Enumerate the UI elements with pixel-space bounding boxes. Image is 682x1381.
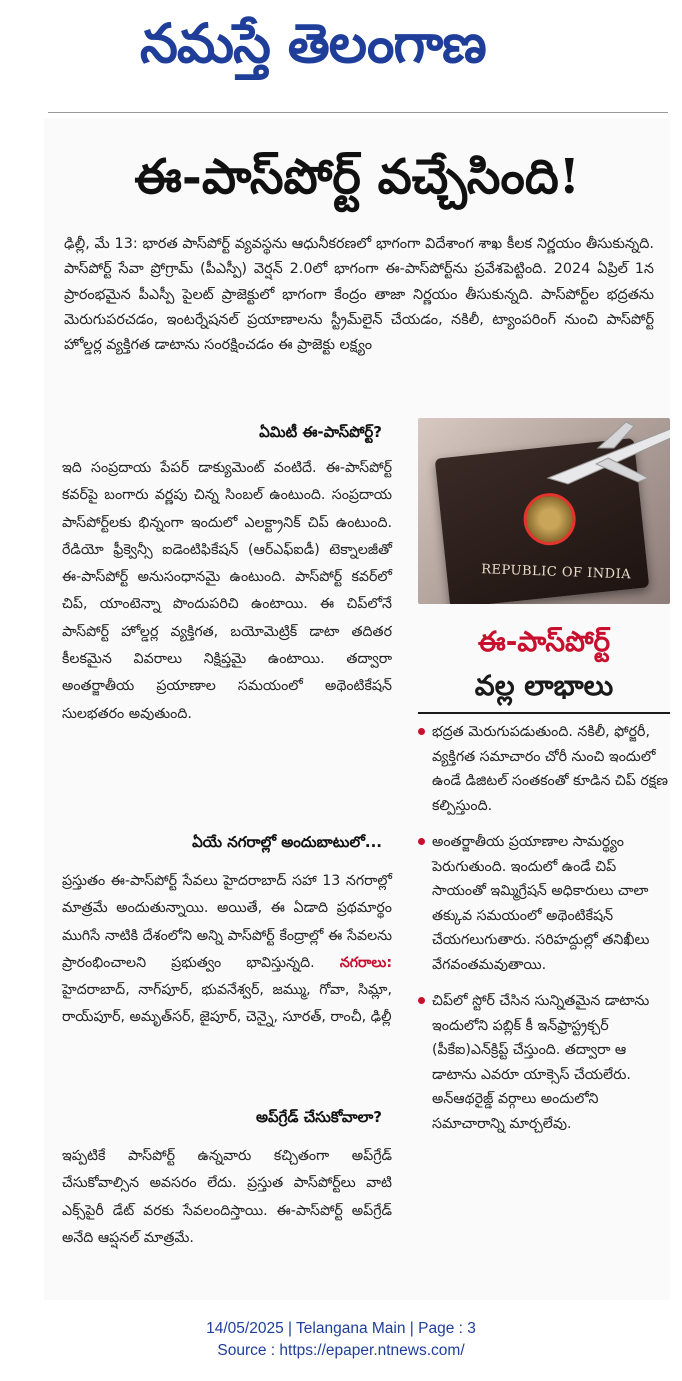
masthead (0, 0, 682, 112)
chip-icon (521, 491, 578, 548)
benefits-title (418, 620, 670, 708)
section-heading-what-is: ఏమిటీ ఈ-పాస్‌పోర్ట్? (259, 423, 382, 441)
benefits-title-line2: వల్ల లాభాలు (474, 669, 614, 702)
airplane-icon (538, 418, 670, 488)
passport-cover-text: REPUBLIC OF INDIA (481, 562, 632, 583)
section-heading-upgrade: అప్‌గ్రేడ్ చేసుకోవాలా? (256, 1108, 382, 1126)
passport-photo (418, 418, 670, 604)
cities-list: హైదరాబాద్, నాగ్‌పూర్, భువనేశ్వర్, జమ్ము, గోవా, సిమ్లా, రాయ్‌పూర్, అమృత్‌సర్, జైపూర్, చెన్నై, సూరత్, రాంచీ, ఢిల్లీ (62, 982, 392, 1026)
section-body-upgrade: ఇప్పటికే పాస్‌పోర్ట్ ఉన్నవారు కచ్చితంగా అప్‌గ్రేడ్ చేసుకోవాల్సిన అవసరం లేదు. ప్రస్తుత పాస్‌పోర్ట్‌లు వాటి ఎక్స్‌పైరీ డేట్ వరకు సేవలందిస్తాయి. ఈ-పాస్‌పోర్ట్ అప్‌గ్రేడ్ అనేది ఆప్షనల్ మాత్రమే. (62, 1148, 392, 1246)
footer-date-edition: 14/05/2025 | Telangana Main | Page : 3 (206, 1320, 476, 1337)
benefits-divider (418, 712, 670, 714)
cities-intro: ప్రస్తుతం ఈ-పాస్‌పోర్ట్ సేవలు హైదరాబాద్ సహా 13 నగరాల్లో మాత్రమే అందుతున్నాయి. అయితే, ఈ ఏడాది ప్రథమార్థం ముగిసే నాటికి దేశంలోని అన్ని పాస్‌పోర్ట్ కేంద్రాల్లో ఈ సేవలను ప్రారంభించాలని ప్రభుత్వం భావిస్తున్నది. (62, 873, 392, 971)
benefit-item: చిప్‌లో స్టోర్ చేసిన సున్నితమైన డాటాను ఇందులోని పబ్లిక్ కీ ఇన్‌ఫ్రాస్ట్రక్చర్ (పీకేఐ)ఎన్‌క్రిప్ట్ చేస్తుంది. తద్వారా ఆ డాటాను ఎవరూ యాక్సెస్ చేయలేరు. అన్‌ఆథరైజ్డ్ వర్గాలు అందులోని సమాచారాన్ని మార్చలేవు. (418, 989, 670, 1136)
section-heading-cities: ఏయే నగరాల్లో అందుబాటులో... (192, 833, 382, 851)
article-lede: ఢిల్లీ, మే 13: భారత పాస్‌పోర్ట్ వ్యవస్థను ఆధునీకరణలో భాగంగా విదేశాంగ శాఖ కీలక నిర్ణయం తీసుకున్నది. పాస్‌పోర్ట్ సేవా ప్రోగ్రామ్ (పీఎస్పీ) వెర్షన్ 2.0లో భాగంగా ఈ-పాస్‌పోర్ట్‌ను ప్రవేశపెట్టింది. 2024 ఏప్రిల్ 1న ప్రారంభమైన పీఎస్పీ పైలట్ ప్రాజెక్టులో భాగంగా కేంద్రం తాజా నిర్ణయం తీసుకున్నది. పాస్‌పోర్ట్‌ల భద్రతను మెరుగుపరచడం, ఇంటర్నేషనల్ ప్రయాణాలను స్ట్రీమ్‌లైన్ చేయడం, నకిలీ, ట్యాంపరింగ్ నుంచి పాస్‌పోర్ట్ హోల్డర్ల వ్యక్తిగత డాటాను సంరక్షించడం ఈ ప్రాజెక్టు లక్ష్యం (64, 236, 654, 354)
footer-source: Source : https://epaper.ntnews.com/ (217, 1342, 465, 1359)
masthead-divider (48, 112, 668, 113)
benefits-title-line1: ఈ-పాస్‌పోర్ట్ (477, 625, 611, 658)
benefit-item: అంతర్జాతీయ ప్రయాణాల సామర్థ్యం పెరుగుతుంది. ఇందులో ఉండే చిప్ సాయంతో ఇమ్మిగ్రేషన్ అధికారులు చాలా తక్కువ సమయంలో అథెంటికేషన్ చేయగలుగుతారు. సరిహద్దుల్లో తనిఖీలు వేగవంతమవుతాయి. (418, 830, 670, 977)
section-body-what-is: ఇది సంప్రదాయ పేపర్ డాక్యుమెంట్ వంటిదే. ఈ-పాస్‌పోర్ట్ కవర్‌పై బంగారు వర్ణపు చిన్న సింబల్ ఉంటుంది. సంప్రదాయ పాస్‌పోర్ట్‌లకు భిన్నంగా ఇందులో ఎలక్ట్రానిక్ చిప్ ఉంటుంది. రేడియో ఫ్రీక్వెన్సీ ఐడెంటిఫికేషన్ (ఆర్ఎఫ్ఐడీ) టెక్నాలజీతో ఈ-పాస్‌పోర్ట్ అనుసంధానమై ఉంటుంది. పాస్‌పోర్ట్ కవర్‌లో చిప్, యాంటెన్నా పొందుపరిచి ఉంటాయి. ఈ చిప్‌లోనే పాస్‌పోర్ట్ హోల్డర్ల వ్యక్తిగత, బయోమెట్రిక్ డాటా తదితర కీలకమైన వివరాలు నిక్షిప్తమై ఉంటాయి. తద్వారా అంతర్జాతీయ ప్రయాణాల సమయంలో అథెంటికేషన్ సులభతరం అవుతుంది. (62, 460, 392, 722)
section-body-cities (62, 868, 392, 1032)
benefits-list (418, 720, 670, 1148)
cities-label: నగరాలు: (339, 954, 392, 971)
benefit-item: భద్రత మెరుగుపడుతుంది. నకిలీ, ఫోర్జరీ, వ్యక్తిగత సమాచారం చోరీ నుంచి ఇందులో ఉండే డిజిటల్ సంతకంతో కూడిన చిప్ రక్షణ కల్పిస్తుంది. (418, 720, 670, 818)
article-headline: ఈ-పాస్‌పోర్ట్ వచ్చేసింది! (134, 149, 580, 205)
newspaper-logo: నమస్తే తెలంగాణ (140, 11, 486, 75)
